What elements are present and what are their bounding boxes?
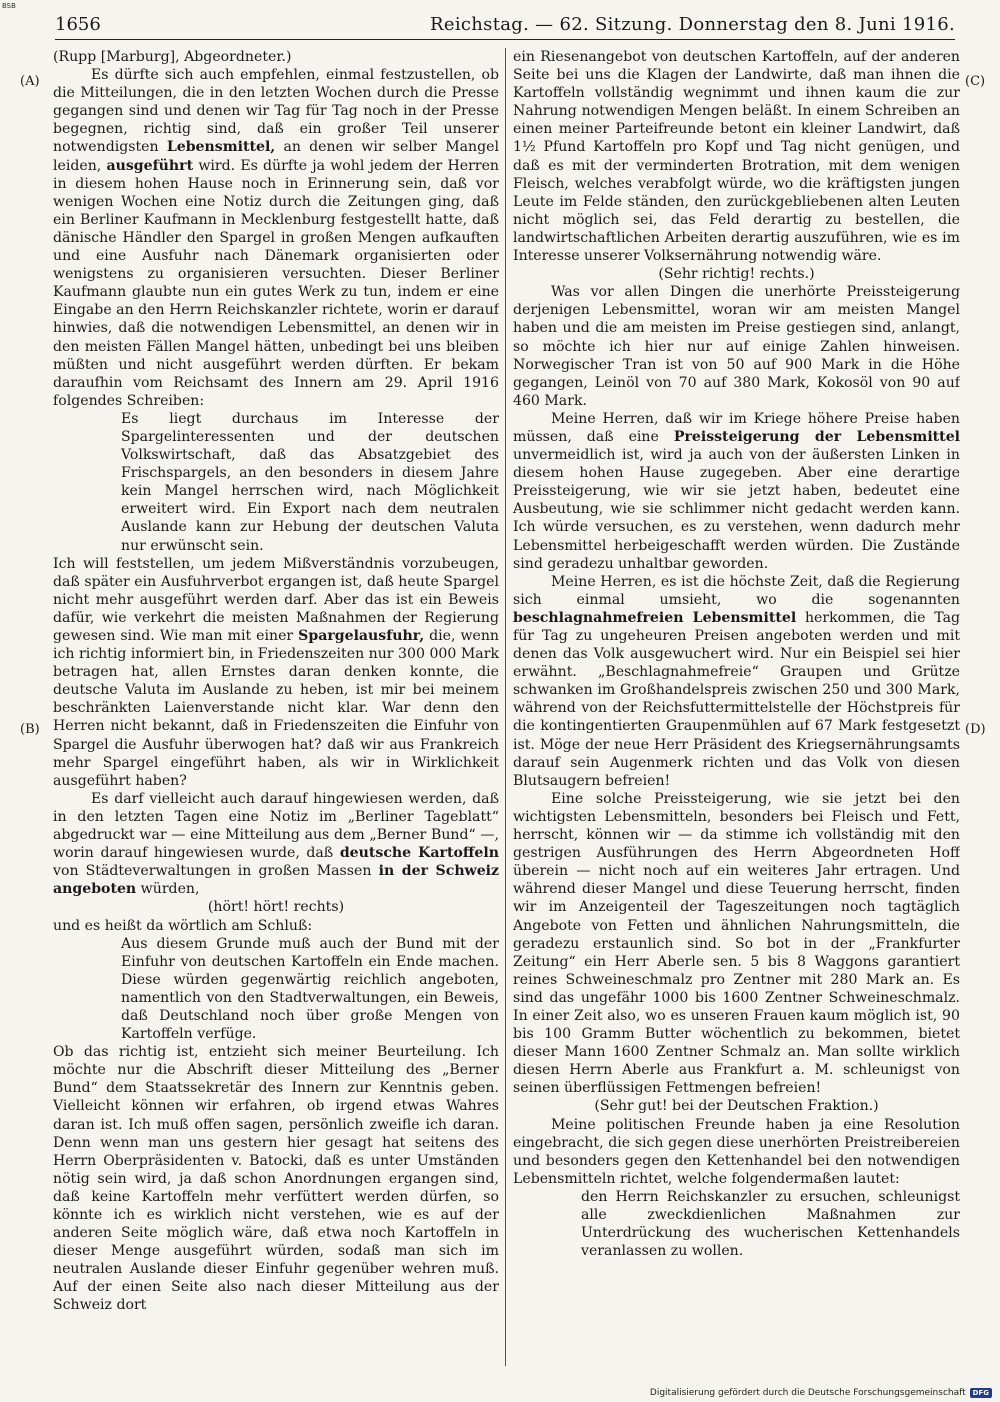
page-number: 1656 [55,14,101,35]
left-column [53,48,499,1366]
paragraph: Meine Herren, daß wir im Kriege höhere Preise haben müssen, daß eine Preissteigerung der Lebensmittel unvermeidlich ist, wird ja auch von der äußersten Linken in diesem hohen Hause zugegeben. Aber eine derartige Preissteigerung, wie wir sie jetzt haben, bedeutet eine Ausbeutung, wie sie schlimmer nicht gedacht werden kann. Ich würde versuchen, es zu verstehen, wenn dadurch mehr Lebensmittel herbeigeschafft werden würden. Die Zustände sind geradezu unhaltbar geworden. [513,410,960,572]
margin-marker-a: (A) [20,74,40,89]
bsb-mark: BSB [2,2,16,10]
paragraph: Es dürfte sich auch empfehlen, einmal festzustellen, ob die Mitteilungen, die in den letzten Wochen durch die Presse gegangen sind und denen wir Tag für Tag noch in der Presse begegnen, richtig sind, daß ein großer Teil unserer notwendigsten Lebensmittel, an denen wir selber Mangel leiden, ausgeführt wird. Es dürfte ja wohl jedem der Herren in diesem hohen Hause noch in Erinnerung sein, daß vor wenigen Wochen eine Notiz durch die Zeitungen ging, daß ein Berliner Kaufmann in Mecklenburg festgestellt hatte, daß dänische Händler den Spargel in großen Mengen aufkauften und eine Ausfuhr nach Dänemark organisierten oder wenigstens zu organisieren versuchten. Dieser Berliner Kaufmann glaubte nun ein gutes Werk zu tun, indem er eine Eingabe an den Herrn Reichskanzler richtete, worin er darauf hinwies, daß die notwendigen Lebensmittel, an denen wir in den meisten Fällen Mangel hätten, unbedingt bei uns bleiben müßten und nicht ausgeführt werden dürften. Er bekam daraufhin vom Reichsamt des Innern am 29. April 1916 folgendes Schreiben: [53,67,499,409]
dfg-logo: DFG [970,1388,992,1398]
margin-marker-d: (D) [965,722,986,737]
paragraph: und es heißt da wörtlich am Schluß: [53,917,313,934]
interjection: (Sehr richtig! rechts.) [658,266,815,283]
margin-marker-b: (B) [20,722,40,737]
paragraph: Ob das richtig ist, entzieht sich meiner Beurteilung. Ich möchte nur die Abschrift dieser Mitteilung des „Berner Bund“ dem Staatssekretär des Innern zur Kenntnis geben. Vielleicht können wir erfahren, ob irgend etwas Wahres daran ist. Ich muß offen sagen, persönlich zweifle ich daran. Denn wenn man uns gestern hier gesagt hat seitens des Herrn Oberpräsidenten v. Batocki, daß es unter Umständen nötig sein wird, ja daß schon Anordnungen ergangen sind, daß keine Kartoffeln mehr verfüttert werden dürfen, so könnte ich es wirklich nicht verstehen, wie es auf der anderen Seite möglich wäre, daß etwa noch Kartoffeln in dieser Menge ausgeführt würden, sodaß man sich im neutralen Auslande dieser Einfuhr gegenüber wehren muß. Auf der einen Seite also nach dieser Mitteilung aus der Schweiz dort [53,1044,499,1314]
footer [650,1388,992,1398]
interjection: (hört! hört! rechts) [207,899,345,916]
paragraph: Meine politischen Freunde haben ja eine Resolution eingebracht, die sich gegen diese unerhörten Preistreibereien und besonders gegen den Kettenhandel bei den notwendigen Lebensmitteln richtet, welche folgendermaßen lautet: [513,1116,960,1187]
header-title: Reichstag. — 62. Sitzung. Donnerstag den 8. Juni 1916. [430,14,955,35]
speaker-note: (Rupp [Marburg], Abgeordneter.) [53,49,292,65]
block-quote: Aus diesem Grunde muß auch der Bund mit der Einfuhr von deutschen Kartoffeln ein Ende machen. Diese würden gegenwärtig reichlich angeboten, namentlich von den Stadtverwaltungen, ein Beweis, daß Deutschland noch über große Mengen von Kartoffeln verfüge. [121,935,499,1043]
paragraph: ein Riesenangebot von deutschen Kartoffeln, auf der anderen Seite bei uns die Klagen der Landwirte, daß man ihnen die Kartoffeln vollständig wegnimmt und ihnen kaum die zur Nahrung notwendigen Mengen beläßt. In einem Schreiben an einen meiner Parteifreunde betont ein kleiner Landwirt, daß 1½ Pfund Kartoffeln pro Kopf und Tag nicht genügen, und daß es mit der verminderten Brotration, mit dem wenigen Fleisch, welches verabfolgt würde, wo die kräftigsten jungen Leute im Felde ständen, den zurückgebliebenen alten Leuten nicht möglich sei, das Feld derartig zu bestellen, die landwirtschaftlichen Arbeiten derartig auszuführen, wie es im Interesse unserer Volksernährung notwendig wäre. [513,49,960,265]
paragraph: Was vor allen Dingen die unerhörte Preissteigerung derjenigen Lebensmittel, woran wir am meisten Mangel haben und die am meisten im Preise gestiegen sind, anlangt, so möchte ich hier nur auf einige Zahlen hinweisen. Norwegischer Tran ist von 50 auf 900 Mark in die Höhe gegangen, Leinöl von 70 auf 380 Mark, Kokosöl von 90 auf 460 Mark. [513,284,960,409]
footer-text: Digitalisierung gefördert durch die Deutsche Forschungsgemeinschaft [649,1388,966,1398]
paragraph: Meine Herren, es ist die höchste Zeit, daß die Regierung sich einmal umsieht, wo die sogenannten beschlagnahmefreien Lebensmittel herkommen, die Tag für Tag zu ungeheuren Preisen angeboten werden und mit denen das Volk ausgewuchert wird. Nur ein Beispiel sei hier erwähnt. „Beschlagnahmefreie“ Graupen und Grütze schwanken im Großhandelspreis zwischen 250 und 300 Mark, während von der Reichsfuttermittelstelle der Höchstpreis für die kontingentierten Graupenmühlen auf 67 Mark festgesetzt ist. Möge der neue Herr Präsident des Kriegsernährungsamts darauf sein Augenmerk richten und das Volk von diesen Blutsaugern befreien! [513,573,960,789]
block-quote: den Herrn Reichskanzler zu ersuchen, schleunigst alle zweckdienlichen Maßnahmen zur Unterdrückung des wucherischen Kettenhandels veranlassen zu wollen. [581,1188,960,1260]
right-column [513,48,960,1366]
paragraph: Ich will feststellen, um jedem Mißverständnis vorzubeugen, daß später ein Ausfuhrverbot ergangen ist, daß heute Spargel nicht mehr ausgeführt werden darf. Aber das ist ein Beweis dafür, wie verkehrt die meisten Maßnahmen der Regierung gewesen sind. Wie man mit einer Spargelausfuhr, die, wenn ich richtig informiert bin, in Friedenszeiten nur 300 000 Mark betragen hat, allen Ernstes daran denken konnte, die deutsche Valuta im Auslande zu heben, ist mir bei meinem beschränkten Laienverstande nicht klar. War denn den Herren nicht bekannt, daß in Friedenszeiten die Einfuhr von Spargel die Ausfuhr überwogen hat? daß wir aus Frankreich mehr Spargel eingeführt haben, als wir in Wirklichkeit ausgeführt haben? [53,555,499,789]
interjection: (Sehr gut! bei der Deutschen Fraktion.) [594,1098,879,1115]
running-header [55,12,955,40]
column-rule [505,48,506,1366]
paragraph: Es darf vielleicht auch darauf hingewiesen werden, daß in den letzten Tagen eine Notiz im „Berliner Tageblatt“ abgedruckt war — eine Mitteilung aus dem „Berner Bund“ —, worin darauf hingewiesen wurde, daß deutsche Kartoffeln von Städteverwaltungen in großen Massen in der Schweiz angeboten würden, [53,790,499,898]
block-quote: Es liegt durchaus im Interesse der Spargelinteressenten und der deutschen Volkswirtschaft, daß das Absatzgebiet des Frischspargels, an den besonders in diesem Jahre kein Mangel herrschen wird, nach Möglichkeit erweitert wird. Ein Export nach dem neutralen Auslande kann zur Hebung der deutschen Valuta nur erwünscht sein. [121,410,499,554]
paragraph: Eine solche Preissteigerung, wie sie jetzt bei den wichtigsten Lebensmitteln, besonders bei Fleisch und Fett, herrscht, können wir — da stimme ich vollständig mit den gestrigen Ausführungen des Herrn Abgeordneten Hoff überein — nicht noch auf ein weiteres Jahr ertragen. Und während dieser Mangel und diese Teuerung herrscht, finden wir im Anzeigenteil der Tageszeitungen noch tagtäglich Angebote von Fetten und ähnlichen Nahrungsmitteln, die geradezu erstaunlich sind. So bot in der „Frankfurter Zeitung“ ein Herr Aberle sen. 5 bis 8 Waggons garantiert reines Schweineschmalz pro Zentner mit 280 Mark an. Es sind das ungefähr 1000 bis 1600 Zentner Schweineschmalz. In einer Zeit also, wo es unseren Frauen kaum möglich ist, 90 bis 100 Gramm Butter wöchentlich zu bekommen, bietet dieser Mann 1600 Zentner Schmalz an. Man sollte wirklich diesen Herrn Aberle aus Frankfurt a. M. schleunigst von seinen überflüssigen Fettmengen befreien! [513,790,960,1097]
margin-marker-c: (C) [965,74,986,89]
